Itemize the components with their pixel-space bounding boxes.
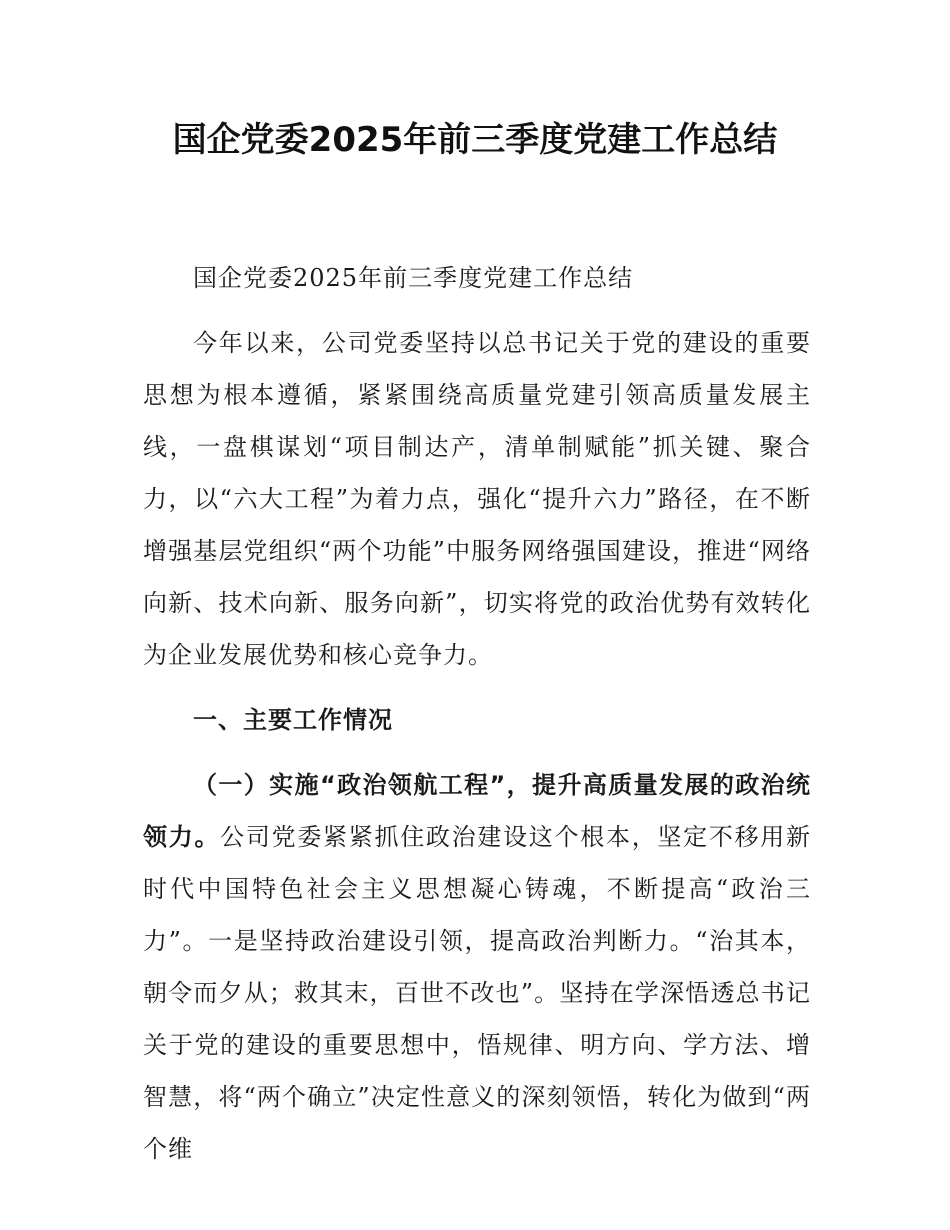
document-title: 国企党委2025年前三季度党建工作总结 <box>172 120 778 160</box>
subsection-body: 公司党委紧紧抓住政治建设这个根本，坚定不移用新时代中国特色社会主义思想凝心铸魂，不断提高“政治三力”。一是坚持政治建设引领，提高政治判断力。“治其本，朝令而夕从；救其末，百世不改也”。坚持在学深悟透总书记关于党的建设的重要思想中，悟规律、明方向、学方法、增智慧，将“两个确立”决定性意义的深刻领悟，转化为做到“两个维 <box>143 823 812 1163</box>
subsection-heading: （一）实施“政治领航工程”，提升高质量发展的政治统领力。 <box>143 771 811 851</box>
subsection-paragraph <box>143 759 811 1175</box>
document-body <box>143 252 811 1188</box>
document-subtitle: 国企党委2025年前三季度党建工作总结 <box>193 264 634 292</box>
section-heading: 一、主要工作情况 <box>193 706 393 734</box>
intro-paragraph: 今年以来，公司党委坚持以总书记关于党的建设的重要思想为根本遵循，紧紧围绕高质量党建引领高质量发展主线，一盘棋谋划“项目制达产，清单制赋能”抓关键、聚合力，以“六大工程”为着力点，强化“提升六力”路径，在不断增强基层党组织“两个功能”中服务网络强国建设，推进“网络向新、技术向新、服务向新”，切实将党的政治优势有效转化为企业发展优势和核心竞争力。 <box>143 329 811 669</box>
